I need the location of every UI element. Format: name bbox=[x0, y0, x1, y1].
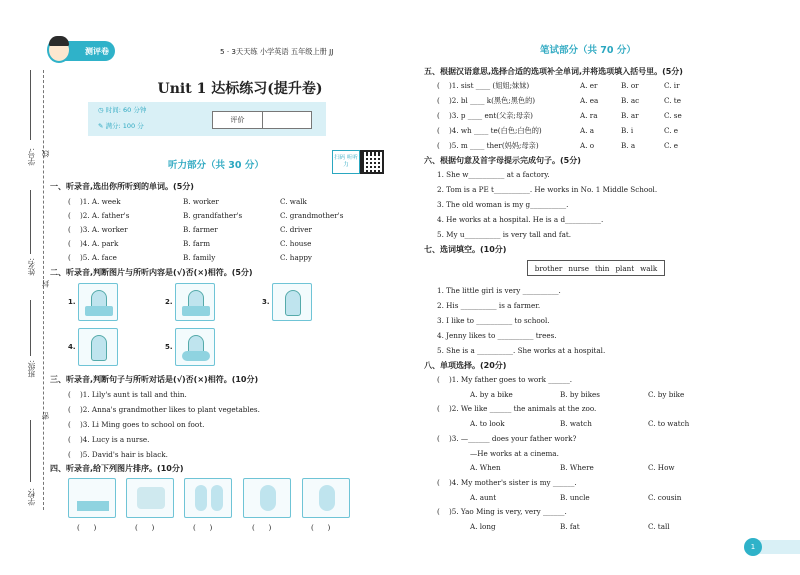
s3-text: 2. Anna's grandmother likes to plant vegetables. bbox=[82, 405, 260, 414]
school-line bbox=[30, 420, 31, 482]
s1-title: 一、听录音,选出你所听到的单词。(5分) bbox=[50, 182, 194, 191]
s2-picture-2 bbox=[175, 283, 215, 321]
s5-b: B. a bbox=[621, 141, 636, 150]
s4-answer-2: ( ) bbox=[135, 523, 155, 532]
s2-title: 二、听录音,判断图片与所听内容是(√)否(×)相符。(5分) bbox=[50, 268, 253, 277]
s6-item: 1. She w__________ at a factory. bbox=[437, 170, 550, 179]
s4-answer-3: ( ) bbox=[193, 523, 213, 532]
s6-item: 5. My u__________ is very tall and fat. bbox=[437, 230, 572, 239]
name-label: 姓名: bbox=[27, 258, 36, 276]
time-info: ◷ 时间: 60 分钟 bbox=[98, 106, 147, 114]
s8-a: A. aunt bbox=[470, 493, 497, 502]
s8-item: ( )4. My mother's sister is my ______. bbox=[437, 478, 577, 487]
s1-item: ( )4. A. park bbox=[68, 239, 119, 248]
s5-q: 3. p ____ ent(父亲;母亲) bbox=[451, 111, 533, 120]
s5-a: A. o bbox=[580, 141, 595, 150]
school-label: 学校: bbox=[27, 488, 36, 506]
s2-picture-1 bbox=[78, 283, 118, 321]
s1-b: B. farm bbox=[183, 239, 211, 248]
girl-icon bbox=[195, 485, 207, 511]
word-option: brother bbox=[534, 263, 563, 273]
mascot-hair bbox=[49, 36, 69, 46]
s8-item: ( )5. Yao Ming is very, very ______. bbox=[437, 507, 567, 516]
evaluation-box bbox=[212, 111, 312, 129]
s5-a: A. ra bbox=[580, 111, 598, 120]
binding-feng: 封 bbox=[41, 280, 50, 288]
s8-c: C. by bike bbox=[648, 390, 685, 399]
s8-a: A. long bbox=[470, 522, 496, 531]
s7-item: 4. Jenny likes to __________ trees. bbox=[437, 331, 557, 340]
test-badge: 测评卷 bbox=[55, 41, 115, 61]
s8-q: 2. We like ______ the animals at the zoo. bbox=[451, 404, 597, 413]
word-option: thin bbox=[594, 263, 610, 273]
girl-icon bbox=[211, 485, 223, 511]
s5-item: ( )1. sist ____ (姐姐;妹妹) bbox=[437, 81, 530, 90]
s4-picture-5 bbox=[302, 478, 350, 518]
s5-c: C. ir bbox=[664, 81, 680, 90]
score-text: 满分: 100 分 bbox=[105, 122, 144, 130]
s8-c: C. How bbox=[648, 463, 675, 472]
s1-a: 2. A. father's bbox=[82, 211, 130, 220]
s1-a: 1. A. week bbox=[82, 197, 121, 206]
s1-item: ( )1. A. week bbox=[68, 197, 121, 206]
s5-q: 1. sist ____ (姐姐;妹妹) bbox=[451, 81, 530, 90]
s3-item: ( )2. Anna's grandmother likes to plant vegetables. bbox=[68, 405, 260, 414]
s5-q: 4. wh ____ te(白色;白色的) bbox=[451, 126, 542, 135]
table-icon bbox=[182, 306, 210, 316]
s5-b: B. ac bbox=[621, 96, 640, 105]
s4-answer-5: ( ) bbox=[311, 523, 331, 532]
s2-label-2: 2. bbox=[165, 298, 173, 306]
s5-b: B. i bbox=[621, 126, 634, 135]
s5-item: ( )5. m ____ ther(妈妈;母亲) bbox=[437, 141, 539, 150]
binding-dashed-line bbox=[43, 70, 44, 510]
s1-a: 3. A. worker bbox=[82, 225, 128, 234]
s5-c: C. e bbox=[664, 141, 679, 150]
s5-b: B. ar bbox=[621, 111, 639, 120]
s1-c: C. grandmother's bbox=[280, 211, 344, 220]
s8-q: 1. My father goes to work ______. bbox=[451, 375, 573, 384]
word-option: nurse bbox=[568, 263, 589, 273]
s2-picture-4 bbox=[78, 328, 118, 366]
binding-xian: 线 bbox=[41, 150, 50, 158]
s4-answer-4: ( ) bbox=[252, 523, 272, 532]
s1-b: B. worker bbox=[183, 197, 219, 206]
s1-item: ( )5. A. face bbox=[68, 253, 117, 262]
student-number-label: 学号: bbox=[27, 148, 36, 166]
s8-b: B. fat bbox=[560, 522, 580, 531]
s2-picture-3 bbox=[272, 283, 312, 321]
s1-item: ( )3. A. worker bbox=[68, 225, 128, 234]
s8-b: B. watch bbox=[560, 419, 592, 428]
s8-b: B. uncle bbox=[560, 493, 590, 502]
s3-title: 三、听录音,判断句子与所听对话是(√)否(×)相符。(10分) bbox=[50, 375, 259, 384]
s4-answer-1: ( ) bbox=[77, 523, 97, 532]
s8-b: B. Where bbox=[560, 463, 594, 472]
s1-b: B. farmer bbox=[183, 225, 218, 234]
s5-c: C. e bbox=[664, 126, 679, 135]
s1-c: C. walk bbox=[280, 197, 307, 206]
s8-c: C. to watch bbox=[648, 419, 690, 428]
s8-b: B. by bikes bbox=[560, 390, 600, 399]
s1-a: 5. A. face bbox=[82, 253, 117, 262]
desk-icon bbox=[85, 306, 113, 316]
s8-a: A. When bbox=[470, 463, 501, 472]
s8-extra: —He works at a cinema. bbox=[470, 449, 559, 458]
s1-a: 4. A. park bbox=[82, 239, 119, 248]
s7-item: 2. His __________ is a farmer. bbox=[437, 301, 541, 310]
woman-icon bbox=[260, 485, 276, 511]
s1-b: B. family bbox=[183, 253, 216, 262]
s8-c: C. tall bbox=[648, 522, 670, 531]
s5-a: A. er bbox=[580, 81, 598, 90]
s2-label-1: 1. bbox=[68, 298, 76, 306]
s3-text: 5. David's hair is black. bbox=[82, 450, 168, 459]
s5-item: ( )2. bl ____ k(黑色;黑色的) bbox=[437, 96, 536, 105]
s4-title: 四、听录音,给下列图片排序。(10分) bbox=[50, 464, 184, 473]
s3-item: ( )3. Li Ming goes to school on foot. bbox=[68, 420, 205, 429]
s2-label-5: 5. bbox=[165, 343, 173, 351]
s8-title: 八、单项选择。(20分) bbox=[424, 361, 507, 370]
s5-c: C. se bbox=[664, 111, 682, 120]
qr-caption: 扫码 听听力 bbox=[332, 150, 360, 174]
s8-q: 4. My mother's sister is my ______. bbox=[451, 478, 577, 487]
s7-item: 5. She is a __________. She works at a hospital. bbox=[437, 346, 606, 355]
s1-item: ( )2. A. father's bbox=[68, 211, 130, 220]
page-number: 1 bbox=[744, 538, 762, 556]
name-line bbox=[30, 190, 31, 254]
word-bank bbox=[527, 260, 665, 276]
eval-label: 评价 bbox=[213, 112, 263, 128]
s4-picture-3 bbox=[184, 478, 232, 518]
s5-item: ( )3. p ____ ent(父亲;母亲) bbox=[437, 111, 533, 120]
s8-a: A. to look bbox=[470, 419, 505, 428]
series-line: 5 · 3天天练 小学英语 五年级上册 JJ bbox=[220, 47, 334, 56]
s6-item: 3. The old woman is my g__________. bbox=[437, 200, 569, 209]
garden-icon bbox=[137, 487, 165, 509]
class-label: 班级: bbox=[27, 360, 36, 378]
s8-a: A. by a bike bbox=[470, 390, 513, 399]
s5-q: 2. bl ____ k(黑色;黑色的) bbox=[451, 96, 536, 105]
s3-item: ( )4. Lucy is a nurse. bbox=[68, 435, 150, 444]
s8-q: 5. Yao Ming is very, very ______. bbox=[451, 507, 567, 516]
s7-item: 1. The little girl is very __________. bbox=[437, 286, 561, 295]
s3-item: ( )1. Lily's aunt is tall and thin. bbox=[68, 390, 187, 399]
s3-text: 1. Lily's aunt is tall and thin. bbox=[82, 390, 187, 399]
word-option: walk bbox=[640, 263, 658, 273]
s7-title: 七、选词填空。(10分) bbox=[424, 245, 507, 254]
time-text: 时间: 60 分钟 bbox=[105, 106, 147, 114]
s5-item: ( )4. wh ____ te(白色;白色的) bbox=[437, 126, 542, 135]
s4-picture-4 bbox=[243, 478, 291, 518]
s3-item: ( )5. David's hair is black. bbox=[68, 450, 168, 459]
s2-picture-5 bbox=[175, 328, 215, 366]
s6-item: 4. He works at a hospital. He is a d__________. bbox=[437, 215, 604, 224]
word-option: plant bbox=[615, 263, 635, 273]
person-icon bbox=[91, 335, 107, 361]
s8-q: 3. —______ does your father work? bbox=[451, 434, 577, 443]
page-title: Unit 1 达标练习(提升卷) bbox=[157, 81, 323, 97]
s1-b: B. grandfather's bbox=[183, 211, 243, 220]
binding-mi: 密 bbox=[41, 412, 50, 420]
s2-label-3: 3. bbox=[262, 298, 270, 306]
s6-item: 2. Tom is a PE t__________. He works in No. 1 Middle School. bbox=[437, 185, 658, 194]
s1-c: C. driver bbox=[280, 225, 312, 234]
s7-item: 3. I like to __________ to school. bbox=[437, 316, 550, 325]
s5-c: C. te bbox=[664, 96, 681, 105]
s8-item: ( )2. We like ______ the animals at the zoo. bbox=[437, 404, 597, 413]
s5-a: A. ea bbox=[580, 96, 599, 105]
student-number-line bbox=[30, 70, 31, 140]
score-info: ✎ 满分: 100 分 bbox=[98, 122, 144, 130]
s4-picture-2 bbox=[126, 478, 174, 518]
doctor-icon bbox=[285, 290, 301, 316]
s8-c: C. cousin bbox=[648, 493, 682, 502]
bike-icon bbox=[182, 351, 210, 361]
s5-title: 五、根据汉语意思,选择合适的选项补全单词,并将选项填入括号里。(5分) bbox=[424, 67, 683, 76]
kids-icon bbox=[77, 501, 109, 511]
qr-code-inner bbox=[364, 154, 380, 170]
s1-c: C. happy bbox=[280, 253, 312, 262]
writing-banner: 笔试部分（共 70 分） bbox=[540, 45, 636, 56]
s3-text: 4. Lucy is a nurse. bbox=[82, 435, 150, 444]
s3-text: 3. Li Ming goes to school on foot. bbox=[82, 420, 205, 429]
s5-b: B. or bbox=[621, 81, 639, 90]
man-icon bbox=[319, 485, 335, 511]
class-line bbox=[30, 300, 31, 356]
s5-q: 5. m ____ ther(妈妈;母亲) bbox=[451, 141, 539, 150]
eval-blank bbox=[263, 112, 311, 128]
s8-item: ( )1. My father goes to work ______. bbox=[437, 375, 573, 384]
s6-title: 六、根据句意及首字母提示完成句子。(5分) bbox=[424, 156, 581, 165]
s5-a: A. a bbox=[580, 126, 595, 135]
s8-item: ( )3. —______ does your father work? bbox=[437, 434, 577, 443]
s2-label-4: 4. bbox=[68, 343, 76, 351]
listening-banner: 听力部分（共 30 分） bbox=[168, 160, 264, 171]
s1-c: C. house bbox=[280, 239, 312, 248]
s4-picture-1 bbox=[68, 478, 116, 518]
